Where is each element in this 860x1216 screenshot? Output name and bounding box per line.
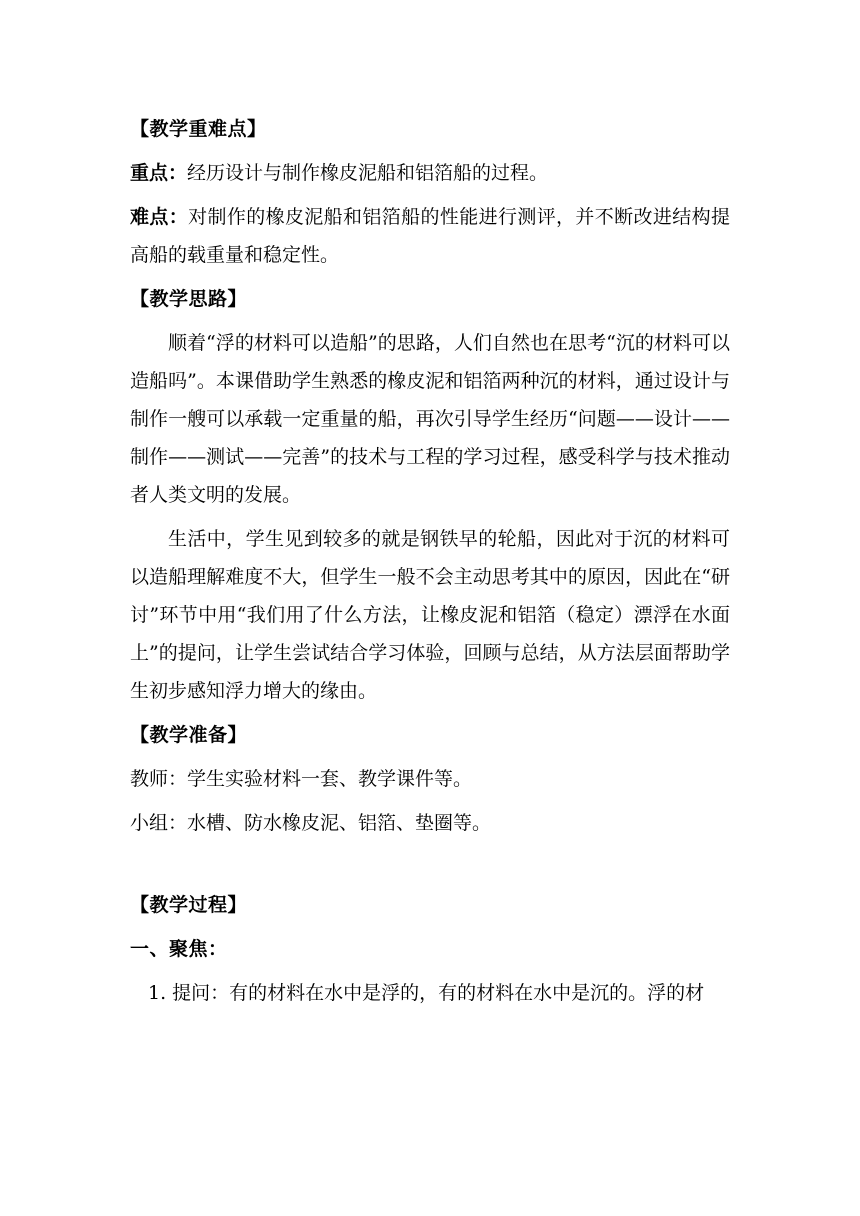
key-point-label: 重点：: [130, 162, 188, 184]
document-body: [130, 110, 730, 1012]
thinking-paragraph-1: 顺着“浮的材料可以造船”的思路，人们自然也在思考“沉的材料可以造船吗”。本课借助学生熟悉的橡皮泥和铝箔两种沉的材料，通过设计与制作一艘可以承载一定重量的船，再次引导学生经历“问题——设计——制作——测试——完善”的技术与工程的学习过程，感受科学与技术推动者人类文明的发展。: [130, 332, 730, 506]
difficult-point-text: 对制作的橡皮泥船和铝箔船的性能进行测评，并不断改进结构提高船的载重量和稳定性。: [130, 206, 730, 266]
heading-process: 【教学过程】: [130, 894, 248, 916]
heading-key-difficult: 【教学重难点】: [130, 118, 267, 140]
step-focus-title: 一、聚焦：: [130, 938, 228, 960]
heading-thinking: 【教学思路】: [130, 288, 248, 310]
difficult-point-paragraph: [130, 198, 730, 274]
group-preparation: 小组：水槽、防水橡皮泥、铝箔、垫圈等。: [130, 812, 492, 834]
teacher-preparation: 教师：学生实验材料一套、教学课件等。: [130, 768, 473, 790]
difficult-point-label: 难点：: [130, 206, 189, 228]
process-item-1: 1. 提问：有的材料在水中是浮的，有的材料在水中是沉的。浮的材: [148, 982, 705, 1004]
heading-preparation: 【教学准备】: [130, 724, 248, 746]
thinking-paragraph-2: 生活中，学生见到较多的就是钢铁早的轮船，因此对于沉的材料可以造船理解难度不大，但学生一般不会主动思考其中的原因，因此在“研讨”环节中用“我们用了什么方法，让橡皮泥和铝箔（稳定）漂浮在水面上”的提问，让学生尝试结合学习体验，回顾与总结，从方法层面帮助学生初步感知浮力增大的缘由。: [130, 528, 730, 702]
key-point-text: 经历设计与制作橡皮泥船和铝箔船的过程。: [187, 162, 549, 184]
key-point-paragraph: [130, 154, 730, 192]
